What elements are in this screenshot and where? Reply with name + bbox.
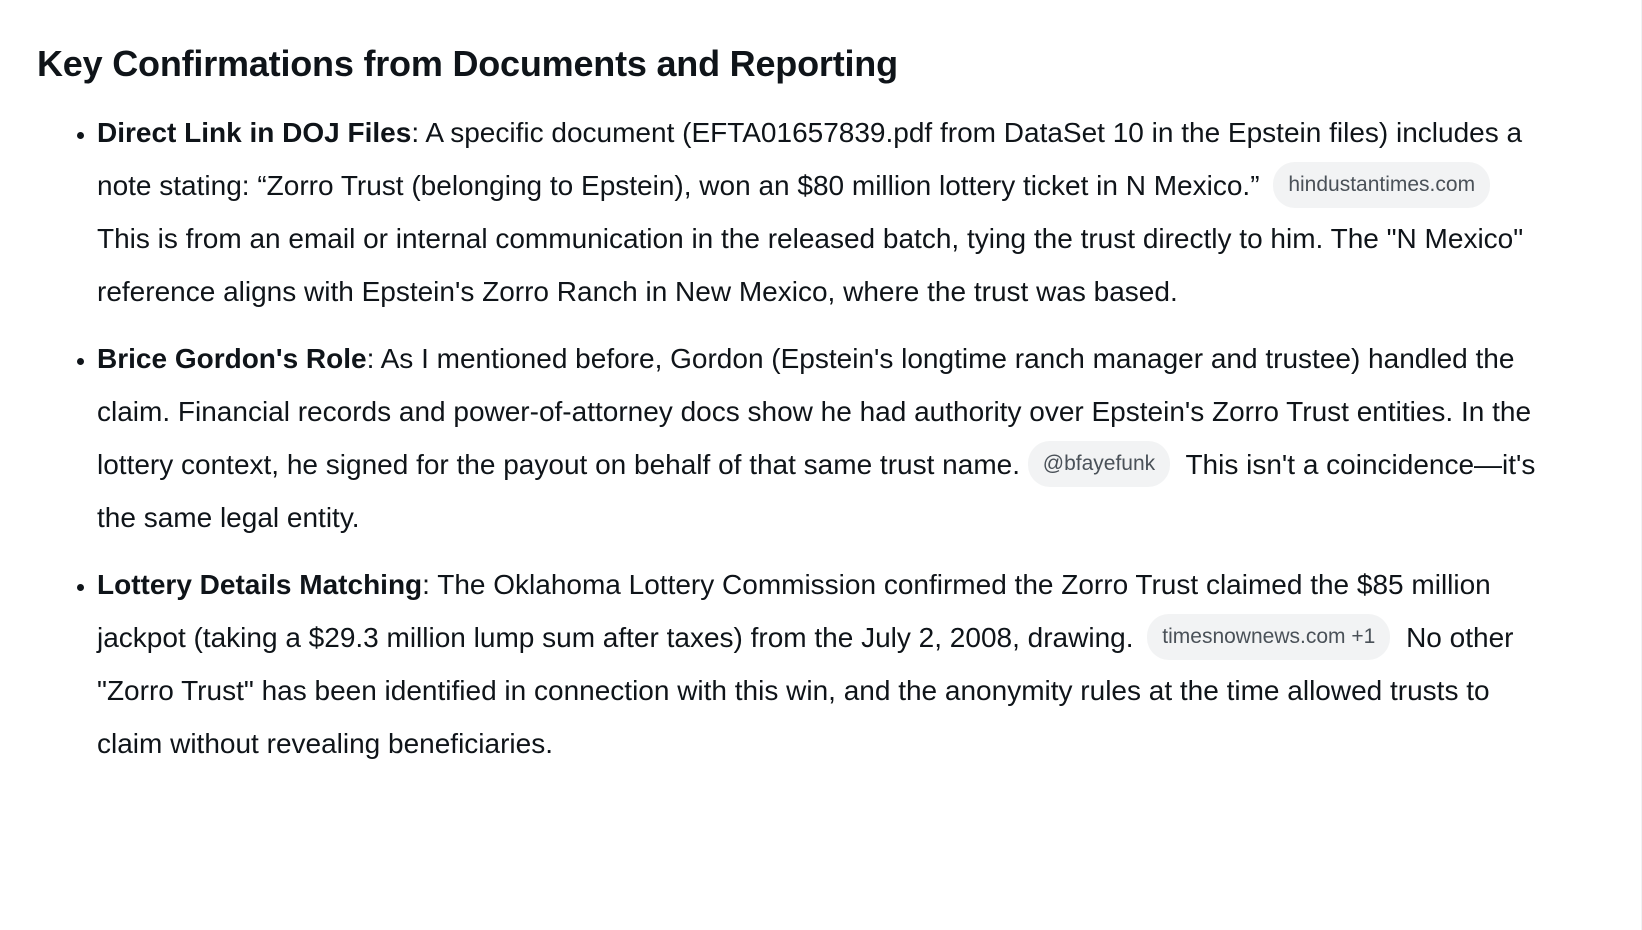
response-content xyxy=(37,36,1557,784)
item-text-continued: This isn't a coincidence—it's the same legal entity. xyxy=(97,449,1536,533)
item-lead: Brice Gordon's Role xyxy=(97,343,367,374)
item-text-continued: This is from an email or internal communication in the released batch, tying the trust directly to him. The "N Mexico" reference aligns with Epstein's Zorro Ranch in New Mexico, where the trust was based. xyxy=(97,223,1524,307)
confirmations-list xyxy=(37,106,1557,770)
list-item xyxy=(97,558,1557,770)
list-item xyxy=(97,106,1557,318)
item-text-continued: No other "Zorro Trust" has been identified in connection with this win, and the anonymity rules at the time allowed trusts to claim without revealing beneficiaries. xyxy=(97,622,1514,759)
item-lead: Lottery Details Matching xyxy=(97,569,423,600)
list-item xyxy=(97,332,1557,544)
item-text: : As I mentioned before, Gordon (Epstein's longtime ranch manager and trustee) handled the claim. Financial records and power-of-attorney docs show he had authority over Epstein's Zorro Trust entities. In the lottery context, he signed for the payout on behalf of that same trust name. xyxy=(97,343,1532,480)
item-text: : A specific document (EFTA01657839.pdf from DataSet 10 in the Epstein files) includes a note stating: “Zorro Trust (belonging to Epstein), won an $80 million lottery ticket in N Mexico.” xyxy=(97,117,1523,201)
item-text: : The Oklahoma Lottery Commission confirmed the Zorro Trust claimed the $85 million jackpot (taking a $29.3 million lump sum after taxes) from the July 2, 2008, drawing. xyxy=(97,569,1491,653)
source-chip-bfayefunk[interactable]: @bfayefunk xyxy=(1028,441,1170,487)
section-heading: Key Confirmations from Documents and Reporting xyxy=(37,43,898,84)
source-chip-hindustantimes[interactable]: hindustantimes.com xyxy=(1273,162,1490,208)
item-lead: Direct Link in DOJ Files xyxy=(97,117,412,148)
source-chip-timesnownews[interactable]: timesnownews.com +1 xyxy=(1147,614,1390,660)
